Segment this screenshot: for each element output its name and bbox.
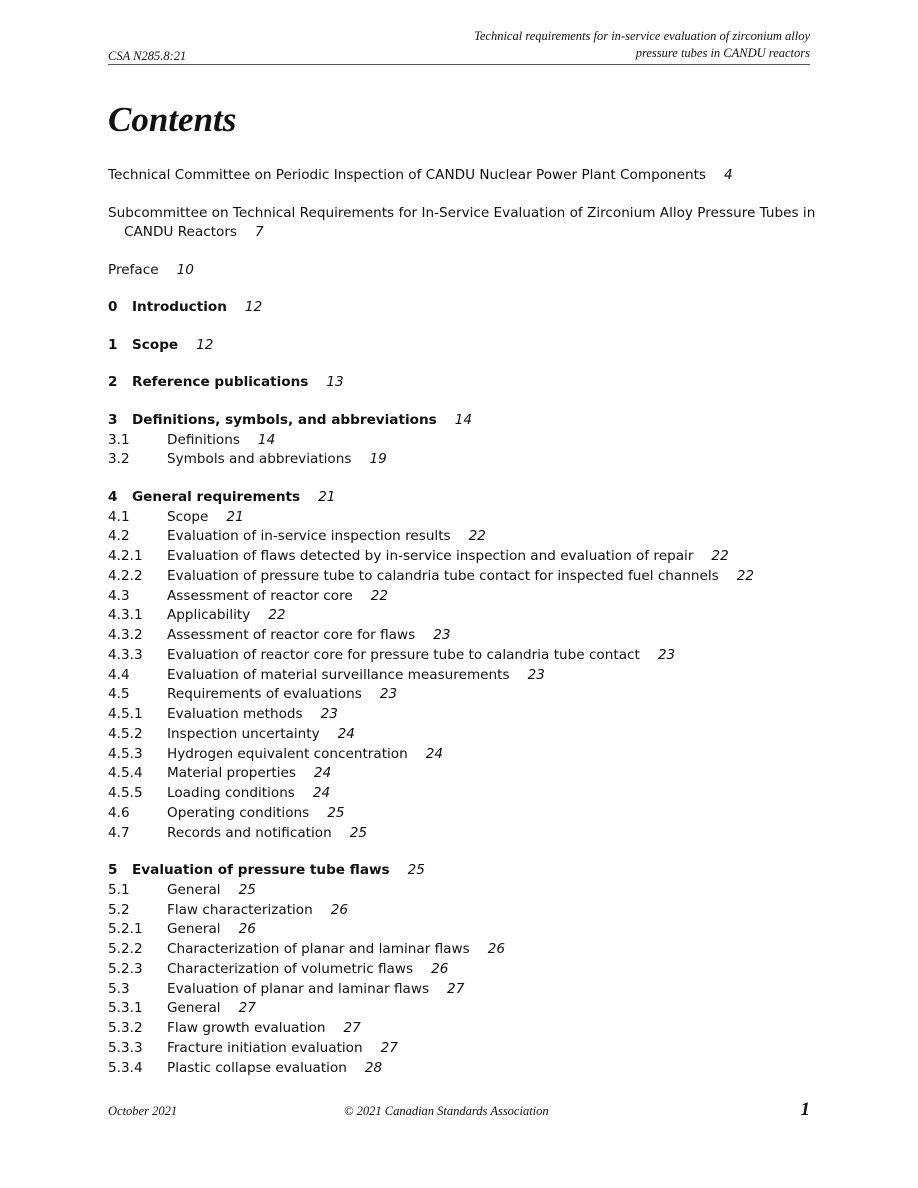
toc-subsection-text (167, 646, 675, 666)
toc-subsection-number: 4.5.2 (108, 725, 143, 742)
toc-subsection-text (167, 431, 275, 451)
toc-front-entry[interactable] (108, 261, 818, 281)
toc-subsection-entry[interactable] (108, 587, 818, 607)
toc-subsection-page: 22 (711, 548, 729, 564)
toc-subsection-text (167, 824, 367, 844)
toc-subsection-entry[interactable] (108, 705, 818, 725)
header-title (390, 28, 810, 62)
toc-subsection-page: 19 (369, 451, 387, 468)
toc-subsection-title: General (167, 881, 221, 898)
toc-subsection-page: 22 (268, 607, 286, 624)
toc-subsection-number: 4.3.1 (108, 607, 143, 624)
toc-subsection-text (167, 587, 388, 607)
toc-subsection-number: 3.1 (108, 431, 130, 448)
header-rule (108, 64, 810, 65)
toc-subsection-number: 5.2.2 (108, 941, 143, 957)
toc-subsection-page: 23 (657, 646, 676, 663)
toc-entry-page: 7 (255, 224, 264, 241)
toc-subsection-number: 4.3 (108, 587, 130, 604)
toc-subsection-title: Evaluation of planar and laminar flaws (167, 980, 430, 997)
toc-subsection-page: 26 (487, 941, 506, 957)
toc-subsection-entry[interactable] (108, 999, 818, 1019)
toc-section-title: Definitions, symbols, and abbreviations (132, 411, 437, 428)
toc-subsection-entry[interactable] (108, 626, 818, 646)
toc-subsection-page: 25 (238, 881, 256, 898)
toc-subsection-text (167, 980, 464, 1000)
toc-subsection-entry[interactable] (108, 1039, 818, 1059)
toc-subsection-number: 4.5.4 (108, 765, 143, 782)
toc-subsection-number: 4.3.3 (108, 646, 143, 663)
toc-subsection-number: 5.3.3 (108, 1039, 143, 1056)
toc-section-entry[interactable] (108, 488, 818, 508)
toc-section-number: 1 (108, 336, 118, 353)
toc-section-entry[interactable] (108, 411, 818, 431)
toc-subsection-title: Applicability (167, 607, 251, 624)
toc-subsection-entry[interactable] (108, 1019, 818, 1039)
toc-subsection-page: 23 (527, 666, 545, 683)
toc-subsection-number: 4.2 (108, 528, 130, 545)
toc-entry-title: Technical Committee on Periodic Inspection of CANDU Nuclear Power Plant Components (108, 167, 707, 183)
footer-copyright: © 2021 Canadian Standards Association (344, 1104, 549, 1118)
toc-section-page: 25 (407, 862, 425, 878)
toc-entry-title: Subcommittee on Technical Requirements for In-Service Evaluation of Zirconium Alloy Pressure Tubes in CANDU Reactors (108, 204, 816, 241)
toc-subsection-entry[interactable] (108, 960, 818, 980)
toc-subsection-entry[interactable] (108, 940, 818, 960)
toc-subsection-title: Assessment of reactor core (167, 587, 353, 604)
toc-subsection-text (167, 606, 286, 626)
toc-subsection-title: Evaluation of material surveillance measurements (167, 666, 510, 683)
toc-subsection-text (167, 920, 256, 940)
toc-subsection-title: Records and notification (167, 824, 332, 841)
table-of-contents (108, 166, 818, 1078)
toc-subsection-number: 4.5.1 (108, 706, 143, 722)
toc-section-page: 13 (326, 374, 344, 391)
toc-subsection-number: 4.6 (108, 804, 130, 821)
toc-subsection-title: General (167, 1000, 221, 1017)
toc-subsection-title: Inspection uncertainty (167, 725, 320, 742)
toc-section-page: 21 (318, 488, 336, 505)
toc-subsection-page: 26 (330, 901, 349, 918)
toc-subsection-page: 22 (736, 567, 755, 584)
toc-subsection-number: 4.2.1 (108, 548, 143, 564)
toc-subsection-number: 4.5.3 (108, 745, 143, 762)
toc-subsection-text (167, 527, 486, 547)
toc-subsection-entry[interactable] (108, 980, 818, 1000)
toc-subsection-text (167, 881, 256, 901)
toc-subsection-entry[interactable] (108, 431, 818, 451)
toc-subsection-number: 3.2 (108, 451, 130, 468)
toc-subsection-entry[interactable] (108, 527, 818, 547)
toc-subsection-page: 21 (226, 508, 244, 525)
toc-section-title: Reference publications (132, 374, 309, 391)
toc-subsection-text (167, 901, 348, 921)
toc-subsection-text (167, 725, 355, 745)
toc-subsection-number: 5.3.4 (108, 1059, 143, 1076)
toc-subsection-text (167, 626, 451, 646)
toc-subsection-entry[interactable] (108, 804, 818, 824)
toc-subsection-page: 23 (320, 706, 338, 722)
toc-subsection-page: 24 (313, 765, 332, 782)
toc-subsection-entry[interactable] (108, 508, 818, 528)
toc-subsection-title: Evaluation of flaws detected by in-service inspection and evaluation of repair (167, 548, 694, 564)
toc-subsection-page: 27 (238, 1000, 256, 1017)
toc-section-page: 12 (244, 299, 263, 316)
toc-section-title: Introduction (132, 299, 227, 316)
toc-subsection-entry[interactable] (108, 784, 818, 804)
toc-subsection-number: 4.7 (108, 824, 130, 841)
toc-section-entry[interactable] (108, 373, 818, 393)
toc-subsection-text (167, 999, 256, 1019)
toc-subsection-title: Evaluation of reactor core for pressure tube to calandria tube contact (167, 646, 640, 663)
toc-subsection-title: Operating conditions (167, 804, 310, 821)
toc-subsection-title: Material properties (167, 765, 296, 782)
page-title: Contents (108, 100, 237, 139)
toc-section-number: 4 (108, 488, 118, 505)
toc-entry-title: Preface (108, 261, 159, 278)
toc-subsection-number: 5.2 (108, 901, 130, 918)
toc-subsection-title: Flaw characterization (167, 901, 313, 918)
toc-subsection-number: 5.1 (108, 881, 130, 898)
toc-subsection-page: 23 (379, 686, 398, 703)
toc-subsection-text (167, 450, 387, 470)
toc-subsection-page: 28 (364, 1059, 383, 1076)
header-title-line1: Technical requirements for in-service evaluation of zirconium alloy (474, 29, 810, 43)
toc-subsection-text (167, 940, 505, 960)
toc-subsection-entry[interactable] (108, 666, 818, 686)
toc-subsection-entry[interactable] (108, 567, 818, 587)
footer-date: October 2021 (108, 1104, 178, 1118)
toc-subsection-page: 25 (327, 804, 345, 821)
toc-subsection-title: Evaluation of in-service inspection results (167, 528, 451, 545)
toc-section-title: Evaluation of pressure tube flaws (132, 862, 390, 878)
toc-subsection-entry[interactable] (108, 901, 818, 921)
toc-subsection-entry[interactable] (108, 881, 818, 901)
toc-section-entry[interactable] (108, 861, 818, 881)
toc-entry-page: 10 (176, 261, 194, 278)
toc-subsection-text (167, 666, 545, 686)
toc-subsection-page: 22 (370, 587, 389, 604)
toc-subsection-title: Fracture initiation evaluation (167, 1039, 363, 1056)
toc-subsection-number: 5.2.3 (108, 960, 143, 977)
toc-subsection-number: 4.5 (108, 686, 130, 703)
toc-section-page: 12 (196, 336, 214, 353)
toc-subsection-text (167, 764, 331, 784)
header-doc-id: CSA N285.8:21 (108, 49, 187, 63)
toc-subsection-page: 26 (238, 921, 256, 938)
toc-subsection-text (167, 508, 244, 528)
toc-subsection-page: 24 (312, 785, 331, 801)
toc-subsection-page: 26 (431, 960, 449, 977)
toc-entry-page: 4 (724, 167, 733, 183)
toc-section-number: 0 (108, 299, 118, 316)
toc-subsection-text (167, 1019, 361, 1039)
toc-subsection-text (167, 745, 443, 765)
toc-subsection-title: Scope (167, 508, 209, 525)
toc-subsection-title: Symbols and abbreviations (167, 451, 352, 468)
toc-subsection-page: 24 (425, 745, 444, 762)
toc-subsection-entry[interactable] (108, 646, 818, 666)
toc-subsection-text (167, 705, 338, 725)
toc-subsection-page: 22 (468, 528, 486, 545)
toc-subsection-title: Characterization of planar and laminar flaws (167, 941, 470, 957)
toc-subsection-page: 27 (380, 1039, 398, 1056)
toc-subsection-page: 27 (343, 1020, 361, 1036)
header-title-line2: pressure tubes in CANDU reactors (635, 46, 810, 60)
toc-subsection-number: 4.3.2 (108, 627, 143, 643)
toc-subsection-number: 5.3.1 (108, 1000, 143, 1017)
toc-subsection-entry[interactable] (108, 1059, 818, 1079)
toc-section-title: Scope (132, 336, 179, 353)
toc-subsection-entry[interactable] (108, 824, 818, 844)
toc-subsection-entry[interactable] (108, 725, 818, 745)
toc-subsection-number: 4.4 (108, 666, 130, 683)
toc-subsection-page: 25 (349, 824, 368, 841)
toc-subsection-text (167, 567, 754, 587)
toc-subsection-title: Characterization of volumetric flaws (167, 960, 414, 977)
toc-subsection-text (167, 685, 397, 705)
toc-subsection-page: 23 (433, 627, 451, 643)
toc-front-entry[interactable] (108, 166, 818, 186)
toc-section-entry[interactable] (108, 336, 818, 356)
toc-subsection-text (167, 784, 330, 804)
toc-section-number: 3 (108, 411, 118, 428)
toc-subsection-number: 4.1 (108, 508, 130, 525)
toc-subsection-page: 27 (447, 980, 465, 997)
toc-subsection-text (167, 547, 729, 567)
toc-subsection-entry[interactable] (108, 745, 818, 765)
toc-subsection-text (167, 1039, 398, 1059)
toc-subsection-entry[interactable] (108, 547, 818, 567)
toc-subsection-number: 5.3 (108, 980, 130, 997)
toc-subsection-entry[interactable] (108, 450, 818, 470)
toc-subsection-title: Loading conditions (167, 785, 295, 801)
toc-subsection-title: General (167, 921, 221, 938)
toc-subsection-title: Requirements of evaluations (167, 686, 362, 703)
toc-subsection-entry[interactable] (108, 920, 818, 940)
toc-subsection-title: Hydrogen equivalent concentration (167, 745, 408, 762)
toc-subsection-entry[interactable] (108, 764, 818, 784)
toc-section-title: General requirements (132, 488, 301, 505)
toc-subsection-page: 14 (257, 431, 276, 448)
toc-subsection-number: 4.5.5 (108, 785, 143, 801)
toc-section-entry[interactable] (108, 298, 818, 318)
toc-subsection-text (167, 960, 448, 980)
footer-page-number: 1 (800, 1099, 810, 1120)
toc-subsection-entry[interactable] (108, 606, 818, 626)
toc-subsection-title: Definitions (167, 431, 240, 448)
toc-section-page: 14 (454, 411, 473, 428)
toc-subsection-page: 24 (337, 725, 355, 742)
toc-front-entry[interactable] (108, 204, 818, 244)
toc-subsection-text (167, 1059, 382, 1079)
toc-subsection-title: Flaw growth evaluation (167, 1020, 326, 1036)
toc-sections (108, 298, 818, 1078)
toc-subsection-number: 4.2.2 (108, 567, 143, 584)
toc-subsection-text (167, 804, 345, 824)
toc-section-number: 5 (108, 862, 118, 878)
toc-subsection-entry[interactable] (108, 685, 818, 705)
toc-subsection-number: 5.2.1 (108, 921, 143, 938)
toc-section-number: 2 (108, 374, 118, 391)
toc-subsection-title: Evaluation of pressure tube to calandria tube contact for inspected fuel channels (167, 567, 719, 584)
toc-subsection-title: Evaluation methods (167, 706, 303, 722)
toc-subsection-title: Assessment of reactor core for flaws (167, 627, 416, 643)
toc-subsection-number: 5.3.2 (108, 1020, 143, 1036)
toc-subsection-title: Plastic collapse evaluation (167, 1059, 347, 1076)
